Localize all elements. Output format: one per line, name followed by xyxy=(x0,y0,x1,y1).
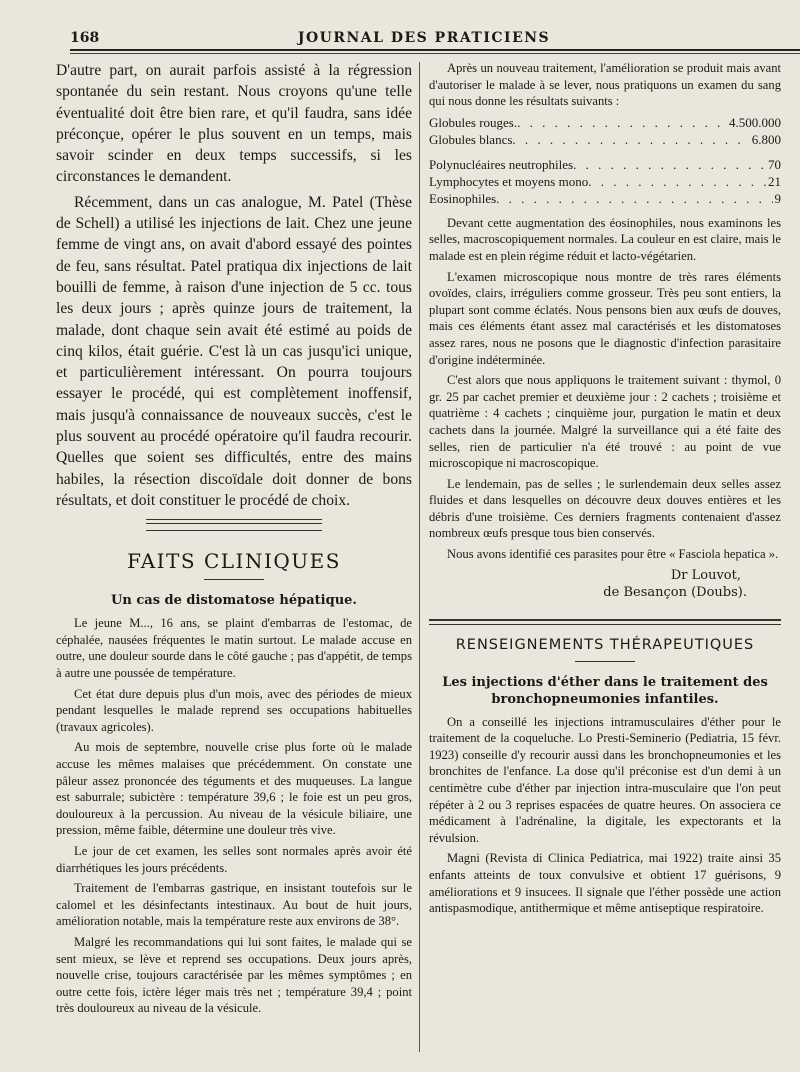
case-paragraph-1: Le jeune M..., 16 ans, se plaint d'embarras de l'estomac, de céphalée, nausées fréquentes le matin surtout. Le malade accuse en outre, une douleur sourde dans le côté gauche ; pas d'appétit, de temps à autre une poussée de température. xyxy=(56,616,412,681)
section-title-renseignements: RENSEIGNEMENTS THÉRAPEUTIQUES xyxy=(455,636,755,653)
intro-paragraph-1: D'autre part, on aurait parfois assisté à la régression spontanée du sein restant. Nous croyons qu'une telle éventualité doit être bien rare, et qu'il faudra, sans idée préconçue, opérer le plus souvent en un temps, mais savoir scinder en deux temps successifs, si les circonstances le demandent. xyxy=(56,62,412,186)
lab-value: 70 xyxy=(768,156,781,172)
lab-row xyxy=(429,173,781,190)
page-number: 168 xyxy=(70,30,100,46)
lab-row xyxy=(429,156,781,173)
section-short-rule xyxy=(575,661,635,662)
journal-title: JOURNAL DES PRATICIENS xyxy=(297,30,551,46)
case-paragraph-stool: Devant cette augmentation des éosinophiles, nous examinons les selles, macroscopiquement normales. La couleur en est claire, mais le malade est en plein régime réduit et lacto-végétarien. xyxy=(429,215,781,263)
lab-label: Lymphocytes et moyens mono xyxy=(429,173,589,189)
header-rule xyxy=(70,49,800,51)
lab-row xyxy=(429,131,781,148)
case-paragraph-microscopy: L'examen microscopique nous montre de très rares éléments ovoïdes, clairs, irréguliers comme grosseur. Très peu sont entiers, la plupart sont comme éclatés. Nous pensons bien aux œufs de douves, mais ces éléments étant assez mal caractérisés et les distomatoses assez rares, nous ne posons que le diagnostic d'infection parasitaire d'origine indéterminée. xyxy=(429,269,781,367)
author-location: de Besançon (Doubs). xyxy=(603,584,747,600)
case-paragraph-identification: Nous avons identifié ces parasites pour être « Fasciola hepatica ». xyxy=(447,547,779,562)
lab-row xyxy=(429,114,781,131)
leader-dots xyxy=(512,131,749,148)
article-title: Les injections d'éther dans le traitement des bronchopneumonies infantiles. xyxy=(442,674,768,707)
lab-value: 9 xyxy=(774,190,781,206)
column-divider xyxy=(419,62,420,1052)
lab-value: 21 xyxy=(768,173,781,189)
lab-value: 4.500.000 xyxy=(729,114,781,130)
section-ornament xyxy=(146,519,322,531)
case-paragraph-2: Cet état dure depuis plus d'un mois, avec des périodes de mieux pendant lesquelles le malade reprend ses occupations habituelles (travaux agricoles). xyxy=(56,686,412,734)
header-rule-thin xyxy=(70,53,800,54)
case-paragraph-result: Le lendemain, pas de selles ; le surlendemain deux selles assez fluides et dans lesquelles on découvre deux douves entières et les débris d'une troisième. Ces derniers fragments contenaient d'assez nombreux œufs presque tous bien conservés. xyxy=(429,476,781,541)
article-paragraph-2: Magni (Revista di Clinica Pediatrica, mai 1922) traite ainsi 35 enfants atteints de toux convulsive et obtient 17 guérisons, 9 améliorations et 9 insucees. Il signale que l'éther possède une action antispasmodique, antithermique et même antiseptique respiratoire. xyxy=(429,851,781,916)
author-name: Dr Louvot, xyxy=(670,567,741,583)
case-paragraph-3: Au mois de septembre, nouvelle crise plus forte où le malade accuse les mêmes malaises que précédemment. On constate une pâleur assez prononcée des téguments et des muqueuses. La langue est saburrale; subictère : température 39,6 ; le foie est un peu gros, douloureux à la percussion. Au niveau de la vésicule biliaire, une pression, même faible, détermine une douleur très vive. xyxy=(56,740,412,838)
leader-dots xyxy=(573,156,766,173)
leader-dots xyxy=(496,190,772,207)
lab-label: Globules blancs xyxy=(429,131,513,147)
page-header xyxy=(70,28,778,50)
lab-label: Polynucléaires neutrophiles xyxy=(429,156,574,172)
leader-dots xyxy=(517,114,727,131)
left-column xyxy=(56,60,412,1024)
intro-paragraph-2: Récemment, dans un cas analogue, M. Patel (Thèse de Schell) a utilisé les injections de lait. Chez une jeune femme de vingt ans, on avait d'abord essayé des pointes de feu, sans résultat. Patel pratiqua dix injections de lait bouilli de femme, à raison d'une injection de 5 cc. tous les deux jours ; après quinze jours de traitement, la malade, dont chaque sein avait été estimé au poids de cinq kilos, était guérie. C'est là un cas jusqu'ici unique, et particulièrement intéressant. On pourra toujours essayer le procédé, qui est complètement inoffensif, mais jusqu'à connaissance de nouveaux succès, c'est le plus souvent au procédé opératoire qu'il faudra recourir. Quelles que soient ses difficultés, entre des mains habiles, la résection discoïdale doit donner de bons résultats, et doit constituer le procédé de choix. xyxy=(56,193,412,509)
blood-count-table xyxy=(429,114,781,207)
lab-label: Eosinophiles xyxy=(429,190,497,206)
section-title-faits-cliniques: FAITS CLINIQUES xyxy=(127,549,341,574)
lab-value: 6.800 xyxy=(751,131,781,147)
case-paragraph-treatment: C'est alors que nous appliquons le traitement suivant : thymol, 0 gr. 25 par cachet premier et deuxième jour : 2 cachets ; troisième et quatrième : 4 cachets ; cinquième jour, purgation le matin et deux cachets dans la journée. Malgré la surveillance qui a été faite des selles, rien de particulier n'a été trouvé : au point de vue microscopique ni macroscopique. xyxy=(429,373,781,471)
author-signature xyxy=(429,567,747,601)
leader-dots xyxy=(588,173,766,190)
lab-row xyxy=(429,190,781,207)
case-paragraph-4: Le jour de cet examen, les selles sont normales après avoir été diarrhétiques les jours précédents. xyxy=(56,843,412,875)
article-paragraph-1: On a conseillé les injections intramusculaires d'éther pour le traitement de la coqueluche. Lo Presti-Seminerio (Pediatria, 15 févr. 1923) conseille d'y recourir aussi dans les bronchopneumonies et les bronchites de l'enfance. La dose qu'il préconise est d'un demi à un centimètre cube d'éther par injection intra-musculaire que l'on peut répéter à 2 ou 3 reprises espacées de quatre heures. On associera ce médicament à l'adrénaline, la digitale, les expectorants et la révulsion. xyxy=(429,714,781,845)
lab-label: Globules rouges. xyxy=(429,114,518,130)
case-paragraph-5: Traitement de l'embarras gastrique, en insistant toutefois sur le calomel et les désinfectants intestinaux. Au bout de huit jours, amélioration notable, mais la température reste aux environs de 38°. xyxy=(56,881,412,929)
section-separator xyxy=(429,619,781,625)
section-short-rule xyxy=(204,579,264,580)
case-title: Un cas de distomatose hépatique. xyxy=(111,593,357,609)
right-column xyxy=(429,60,781,1024)
blood-exam-intro: Après un nouveau traitement, l'amélioration se produit mais avant d'autoriser le malade à se lever, nous pratiquons un examen du sang qui nous donne les résultats suivants : xyxy=(429,61,781,109)
case-paragraph-6: Malgré les recommandations qui lui sont faites, le malade qui se sent mieux, se lève et reprend ses occupations. Deux jours après, nouvelle crise, toujours caractérisée par les mêmes symptômes ; en outre cette fois, ictère léger mais très net ; température 39,4 ; point très douloureux au niveau de la vésicule. xyxy=(56,934,412,1016)
